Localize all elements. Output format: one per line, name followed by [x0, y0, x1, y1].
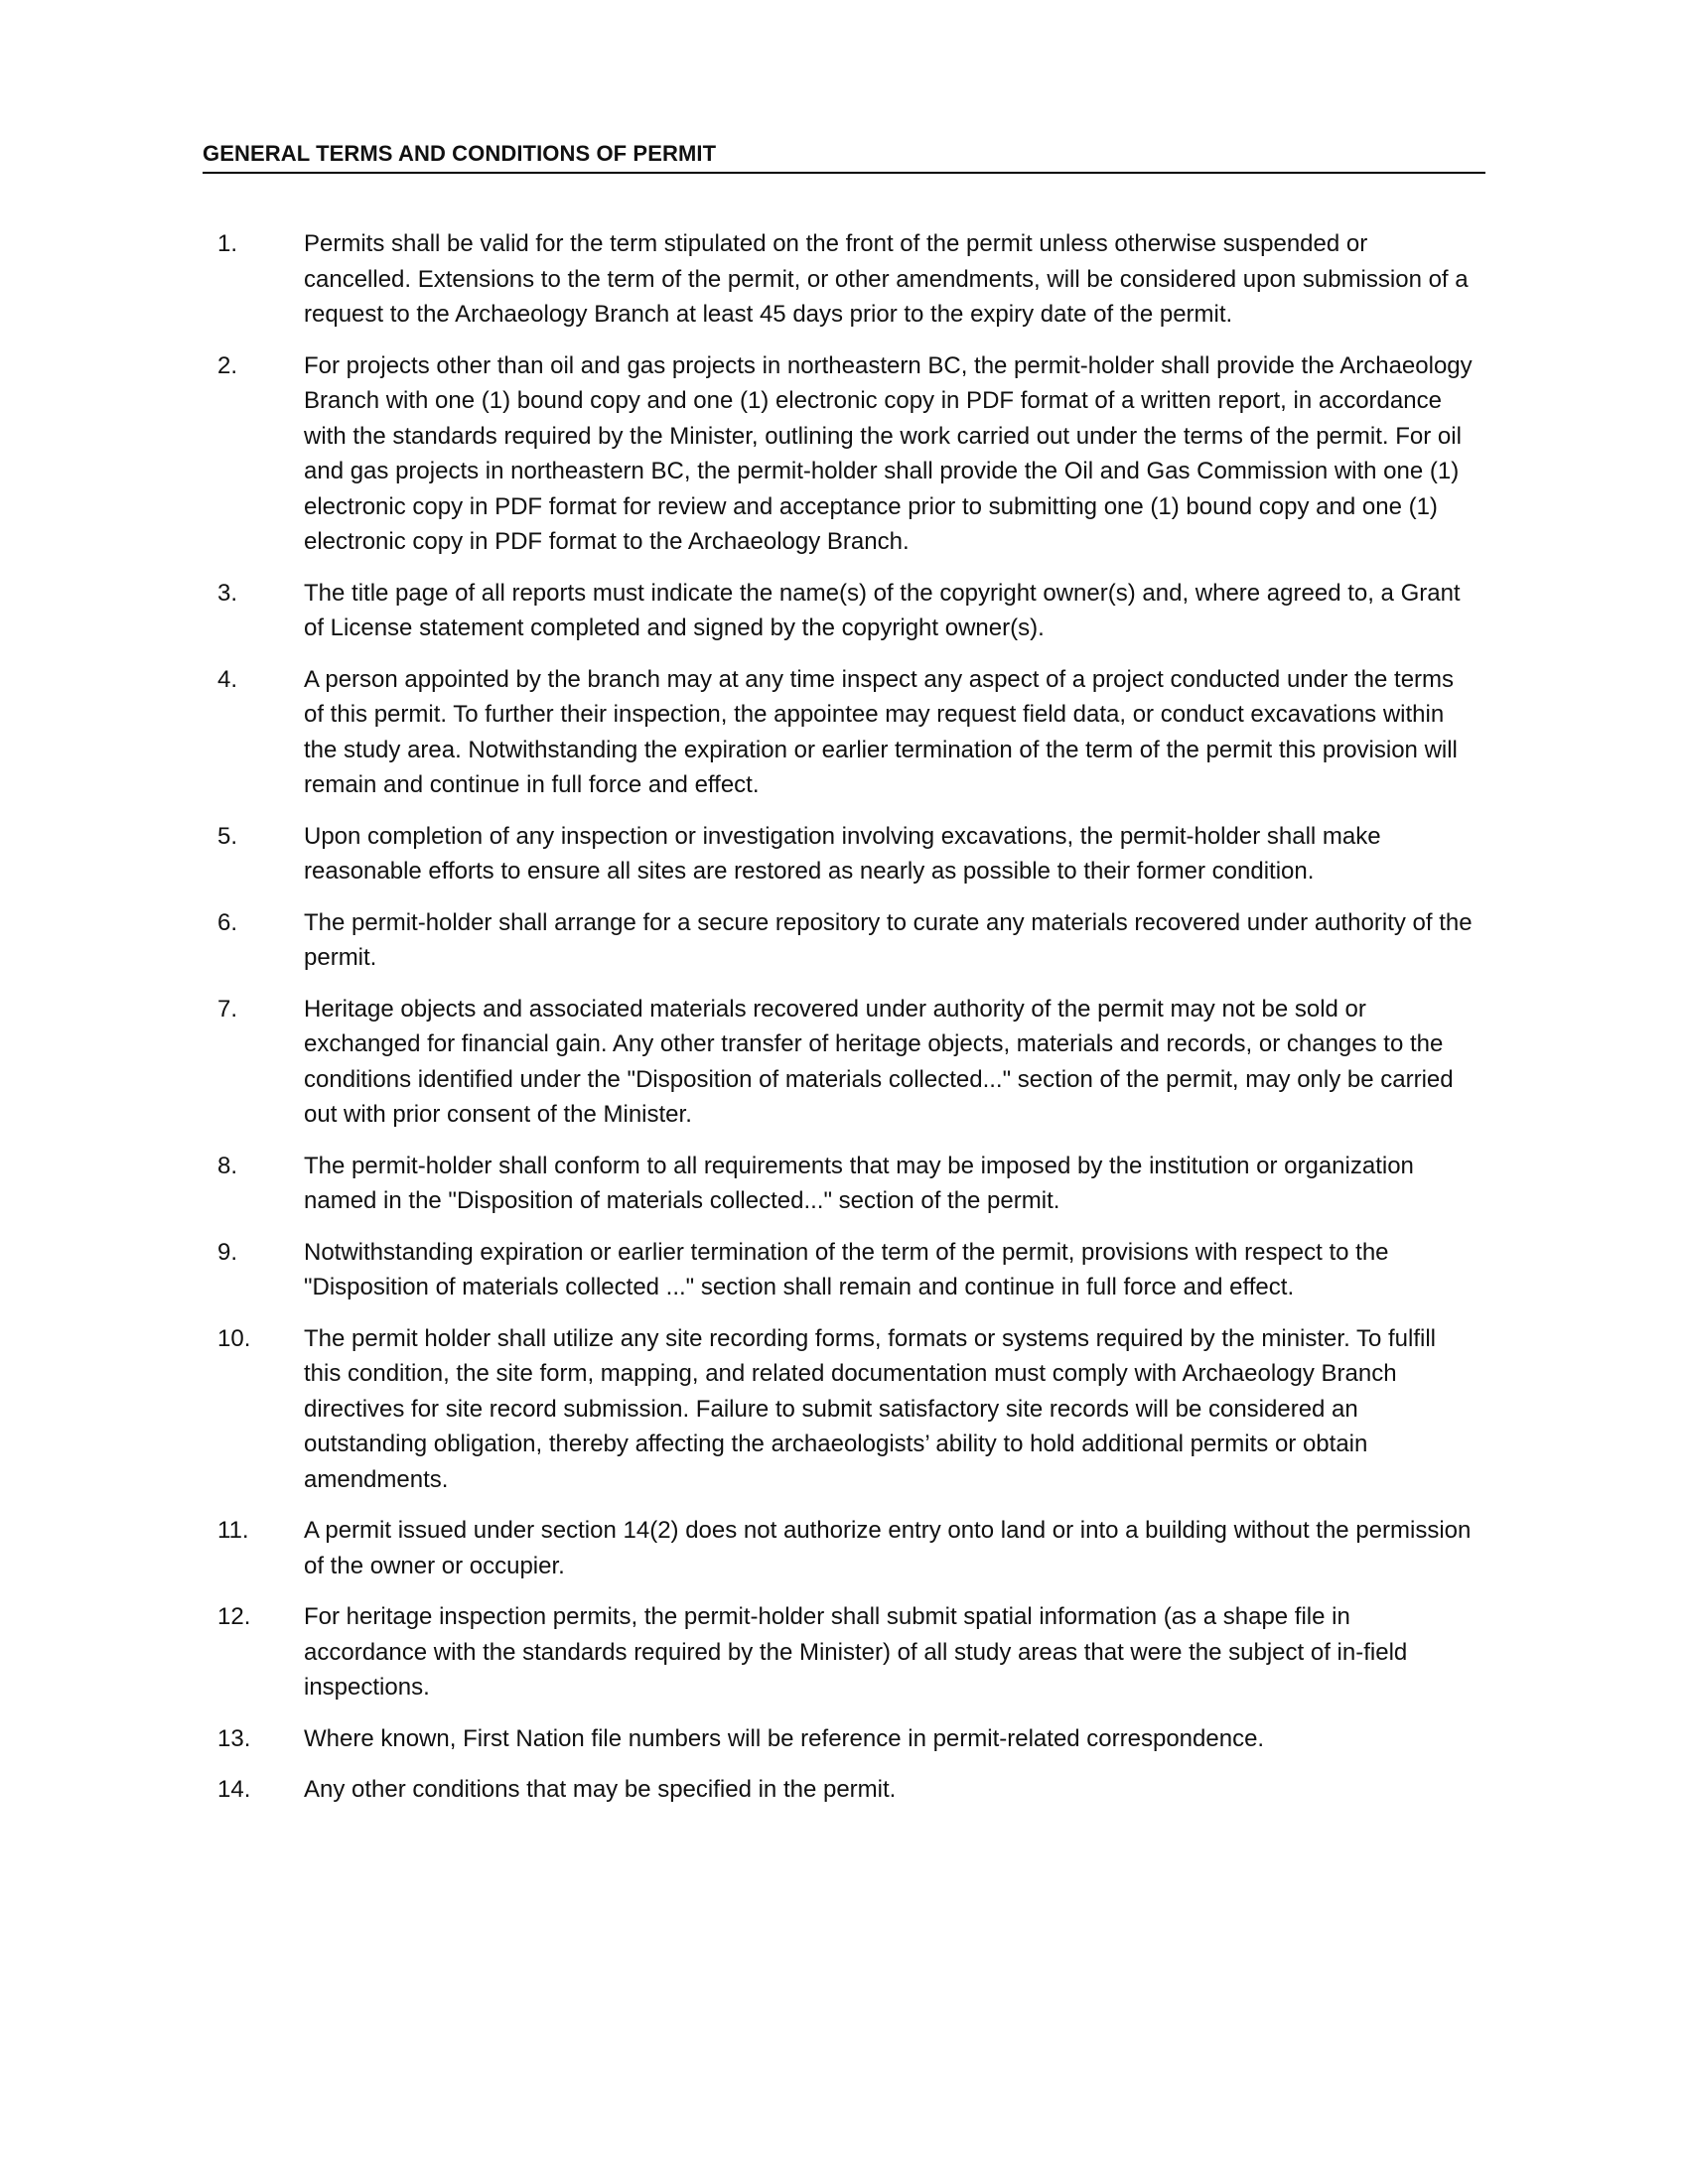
term-number: 8. — [217, 1152, 238, 1179]
term-number: 9. — [217, 1238, 238, 1266]
term-text: Heritage objects and associated materials recovered under authority of the permit may not be sold or exchanged for financial gain. Any other transfer of heritage objects, materials and records, or changes to the conditions identified under the "Disposition of materials collected..." section of the permit, may only be carried out with prior consent of the Minister. — [304, 995, 1454, 1128]
term-number: 13. — [217, 1724, 251, 1752]
term-text: For projects other than oil and gas projects in northeastern BC, the permit-holder shall provide the Archaeology Branch with one (1) bound copy and one (1) electronic copy in PDF format of a written report, in accordance with the standards required by the Minister, outlining the work carried out under the terms of the permit. For oil and gas projects in northeastern BC, the permit-holder shall provide the Oil and Gas Commission with one (1) electronic copy in PDF format for review and acceptance prior to submitting one (1) bound copy and one (1) electronic copy in PDF format to the Archaeology Branch. — [304, 351, 1473, 555]
term-item-6 — [203, 905, 1485, 976]
term-text: For heritage inspection permits, the permit-holder shall submit spatial information (as a shape file in accordance with the standards required by the Minister) of all study areas that were the subject of in-field inspections. — [304, 1603, 1408, 1701]
term-item-8 — [203, 1149, 1485, 1219]
term-text: The permit holder shall utilize any site recording forms, formats or systems required by the minister. To fulfill this condition, the site form, mapping, and related documentation must comply with Archaeology Branch directives for site record submission. Failure to submit satisfactory site records will be considered an outstanding obligation, thereby affecting the archaeologists’ ability to hold additional permits or obtain amendments. — [304, 1324, 1436, 1493]
term-item-3 — [203, 576, 1485, 646]
term-text: The permit-holder shall conform to all requirements that may be imposed by the institution or organization named in the "Disposition of materials collected..." section of the permit. — [304, 1152, 1414, 1214]
term-number: 6. — [217, 908, 238, 936]
term-number: 4. — [217, 665, 238, 693]
term-text: A permit issued under section 14(2) does not authorize entry onto land or into a building without the permission of the owner or occupier. — [304, 1517, 1472, 1579]
term-number: 14. — [217, 1776, 251, 1803]
term-item-7 — [203, 992, 1485, 1133]
term-text: Permits shall be valid for the term stipulated on the front of the permit unless otherwise suspended or cancelled. Extensions to the term of the permit, or other amendments, will be considered upon submission of a request to the Archaeology Branch at least 45 days prior to the expiry date of the permit. — [304, 230, 1469, 328]
term-item-14 — [203, 1772, 1485, 1808]
term-number: 10. — [217, 1324, 251, 1352]
terms-list — [203, 226, 1485, 1824]
page-title: GENERAL TERMS AND CONDITIONS OF PERMIT — [203, 140, 1485, 174]
term-text: The title page of all reports must indicate the name(s) of the copyright owner(s) and, where agreed to, a Grant of License statement completed and signed by the copyright owner(s). — [304, 579, 1461, 641]
term-number: 11. — [217, 1517, 249, 1544]
term-number: 5. — [217, 822, 238, 850]
term-number: 12. — [217, 1603, 251, 1630]
term-text: The permit-holder shall arrange for a secure repository to curate any materials recovered under authority of the permit. — [304, 908, 1473, 971]
term-item-11 — [203, 1513, 1485, 1583]
term-item-10 — [203, 1321, 1485, 1498]
term-item-13 — [203, 1721, 1485, 1757]
term-item-12 — [203, 1599, 1485, 1706]
term-text: A person appointed by the branch may at any time inspect any aspect of a project conducted under the terms of this permit. To further their inspection, the appointee may request field data, or conduct excavations within the study area. Notwithstanding the expiration or earlier termination of the term of the permit this provision will remain and continue in full force and effect. — [304, 665, 1458, 798]
term-text: Upon completion of any inspection or investigation involving excavations, the permit-holder shall make reasonable efforts to ensure all sites are restored as nearly as possible to their former condition. — [304, 822, 1381, 885]
term-text: Where known, First Nation file numbers will be reference in permit-related correspondence. — [304, 1724, 1265, 1752]
term-number: 2. — [217, 351, 238, 379]
term-item-9 — [203, 1235, 1485, 1305]
term-text: Any other conditions that may be specified in the permit. — [304, 1776, 897, 1803]
term-item-5 — [203, 819, 1485, 889]
term-item-2 — [203, 348, 1485, 560]
term-number: 1. — [217, 230, 238, 257]
term-number: 7. — [217, 995, 238, 1023]
term-item-1 — [203, 226, 1485, 333]
term-number: 3. — [217, 579, 238, 607]
term-item-4 — [203, 662, 1485, 803]
term-text: Notwithstanding expiration or earlier termination of the term of the permit, provisions with respect to the "Disposition of materials collected ..." section shall remain and continue in full force and effect. — [304, 1238, 1389, 1300]
